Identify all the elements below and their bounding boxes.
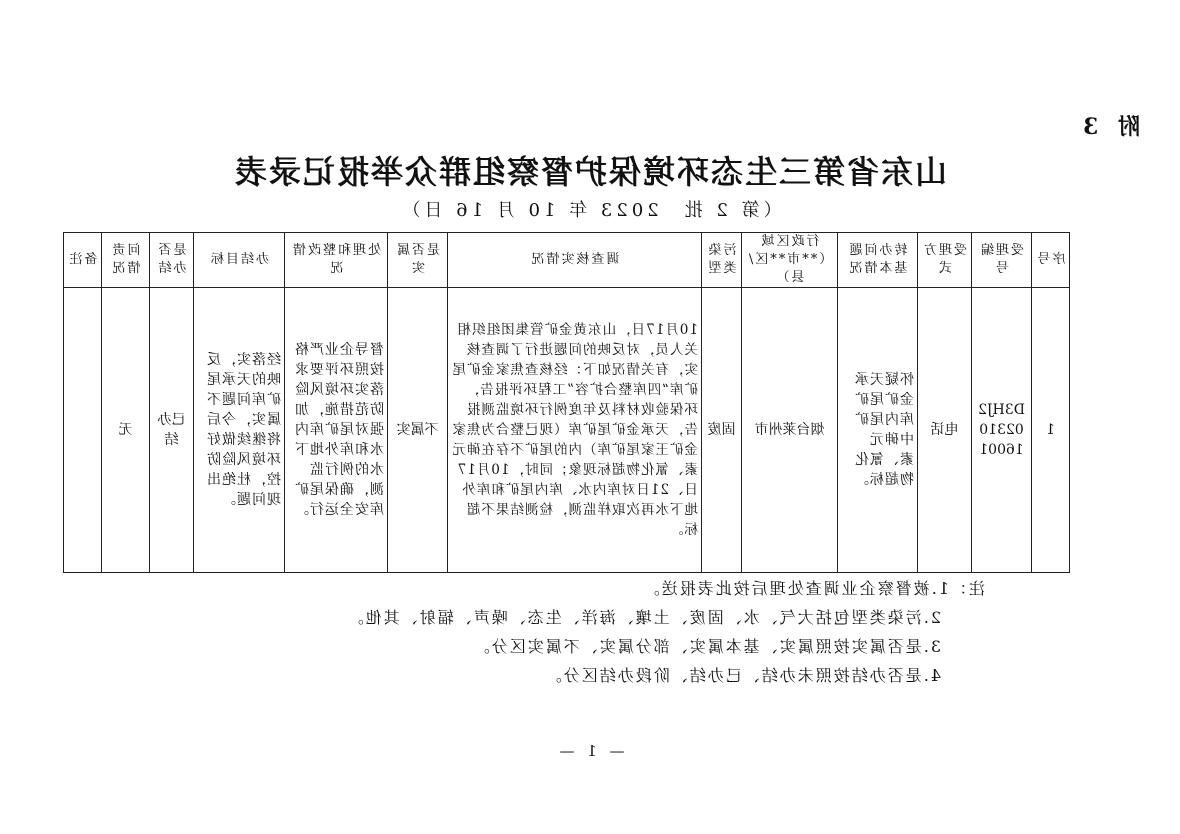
cell-goal: 经落实，反映的天承尾矿库问题不属实，今后将继续做好环境风险防控，杜绝出现问题。 bbox=[194, 288, 285, 573]
header-no: 序号 bbox=[1032, 233, 1070, 288]
cell-closed: 已办结 bbox=[150, 288, 194, 573]
report-table bbox=[63, 232, 1070, 573]
header-accept-method: 受理方式 bbox=[918, 233, 972, 288]
header-region: 行政区域（**市**区/县） bbox=[742, 233, 838, 288]
table-notes bbox=[346, 574, 985, 690]
cell-investigation: 10月17日，山东黄金矿管集团组织相关人员，对反映的问题进行了调查核实，有关情况如下：经核查焦家金矿尾矿库“四库整合扩容”工程环评报告，环保验收材料及年度例行环境监测报告，天承金矿尾矿库（现已整合为焦家金矿王家尾矿库）内的尾矿不存在砷元素、氰化物超标现象；同时，10月17日、21日对库内水、库内尾矿和库外地下水再次取样监测，检测结果不超标。 bbox=[448, 288, 702, 573]
table-row bbox=[64, 288, 1070, 573]
cell-handling: 督导企业严格按照环评要求落实环境风险防范措施，加强对尾矿库内水和库外地下水的例行监测，确保尾矿库安全运行。 bbox=[285, 288, 388, 573]
page-number: — 1 — bbox=[555, 742, 625, 760]
cell-accept-method: 电话 bbox=[918, 288, 972, 573]
cell-no: 1 bbox=[1032, 288, 1070, 573]
note-item: 3.是否属实按照属实、基本属实、部分属实、不属实区分。 bbox=[471, 637, 941, 656]
cell-region: 烟台莱州市 bbox=[742, 288, 838, 573]
cell-accept-id: D3HJ20231016001 bbox=[972, 288, 1032, 573]
header-pollution: 污染类型 bbox=[702, 233, 742, 288]
annex-label: 附 3 bbox=[1077, 114, 1140, 140]
cell-pollution: 固废 bbox=[702, 288, 742, 573]
header-accountability: 问责情况 bbox=[102, 233, 150, 288]
header-remark: 备注 bbox=[64, 233, 102, 288]
table-header-row bbox=[64, 233, 1070, 288]
page-subtitle: （第 2 批 2023 年 10 月 16 日） bbox=[398, 200, 782, 221]
note-item: 4.是否办结按照未办结、已办结、阶段办结区分。 bbox=[543, 666, 941, 685]
cell-accountability: 无 bbox=[102, 288, 150, 573]
cell-verified: 不属实 bbox=[388, 288, 448, 573]
cell-remark bbox=[64, 288, 102, 573]
note-item: 2.污染类型包括大气、水、固废、土壤、海洋、生态、噪声、辐射、其他。 bbox=[345, 608, 941, 627]
header-verified: 是否属实 bbox=[388, 233, 448, 288]
header-issue: 转办问题基本情况 bbox=[838, 233, 918, 288]
header-accept-id: 受理编号 bbox=[972, 233, 1032, 288]
page-title: 山东省第三生态环境保护督察组群众举报记录表 bbox=[233, 153, 948, 191]
cell-issue: 怀疑天承金矿尾矿库内尾矿中砷元素、氰化物超标。 bbox=[838, 288, 918, 573]
header-investigation: 调查核实情况 bbox=[448, 233, 702, 288]
note-item: 注：1.被督察企业调查处理后按此表报送。 bbox=[641, 579, 985, 598]
header-closed: 是否办结 bbox=[150, 233, 194, 288]
header-handling: 处理和整改情况 bbox=[285, 233, 388, 288]
header-goal: 办结目标 bbox=[194, 233, 285, 288]
